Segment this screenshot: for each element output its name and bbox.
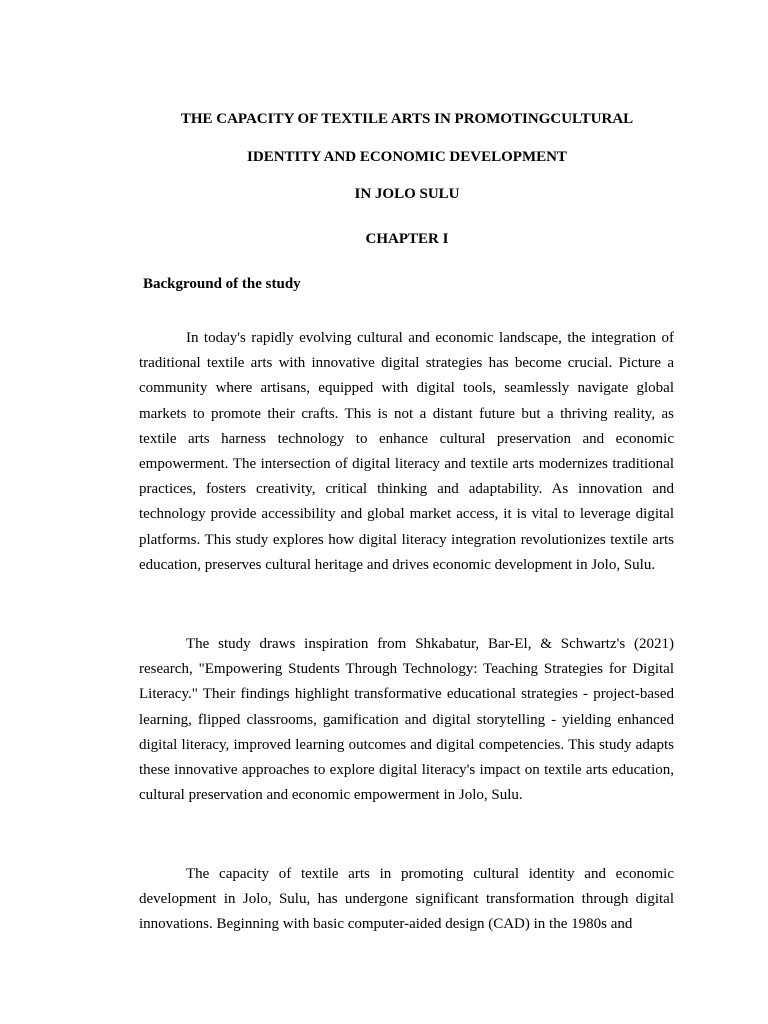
title-line-1: THE CAPACITY OF TEXTILE ARTS IN PROMOTINGCULTURAL [180, 111, 634, 127]
title-line-3: IN JOLO SULU [354, 186, 460, 202]
paragraph-2: The study draws inspiration from Shkabatur, Bar-El, & Schwartz's (2021) research, "Empowering Students Through Technology: Teaching Strategies for Digital Literacy." Their findings highlight transformative educational strategies - project-based learning, flipped classrooms, gamification and digital storytelling - yielding enhanced digital literacy, improved learning outcomes and digital competencies. This study adapts these innovative approaches to explore digital literacy's impact on textile arts education, cultural preservation and economic empowerment in Jolo, Sulu. [139, 636, 674, 804]
section-heading: Background of the study [143, 276, 301, 292]
paragraph-1: In today's rapidly evolving cultural and economic landscape, the integration of traditional textile arts with innovative digital strategies has become crucial. Picture a community where artisans, equipped with digital tools, seamlessly navigate global markets to promote their crafts. This is not a distant future but a thriving reality, as textile arts harness technology to enhance cultural preservation and economic empowerment. The intersection of digital literacy and textile arts modernizes traditional practices, fosters creativity, critical thinking and adaptability. As innovation and technology provide accessibility and global market access, it is vital to leverage digital platforms. This study explores how digital literacy integration revolutionizes textile arts education, preserves cultural heritage and drives economic development in Jolo, Sulu. [139, 330, 674, 573]
chapter-heading: CHAPTER I [365, 231, 449, 247]
title-line-2: IDENTITY AND ECONOMIC DEVELOPMENT [247, 149, 567, 165]
paragraph-3: The capacity of textile arts in promoting cultural identity and economic development in Jolo, Sulu, has undergone significant transformation through digital innovations. Beginning with basic computer-aided design (CAD) in the 1980s and [139, 866, 674, 933]
